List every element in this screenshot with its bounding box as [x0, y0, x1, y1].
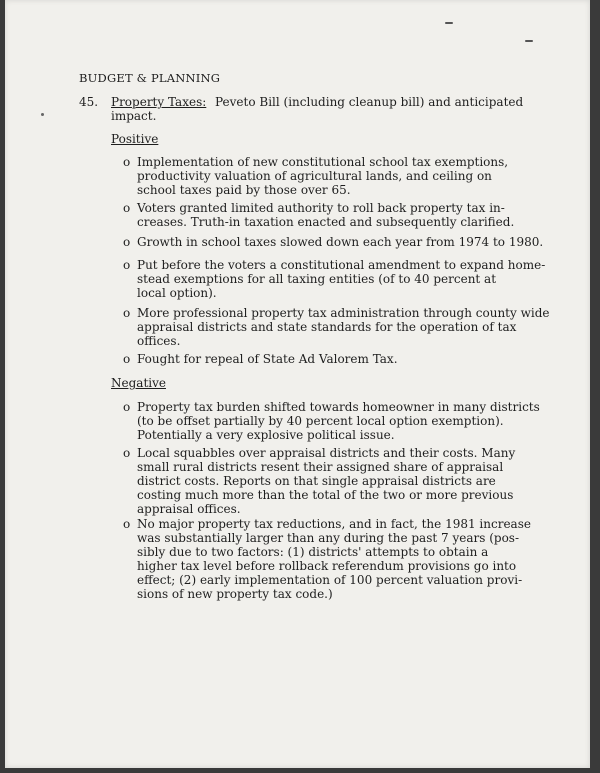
text-line: higher tax level before rollback referendum provisions go into: [137, 559, 517, 573]
item-description: Peveto Bill (including cleanup bill) and anticipated: [215, 95, 524, 109]
text-line: sions of new property tax code.): [137, 587, 333, 601]
document-body: [5, 0, 590, 768]
item-description-continued: impact.: [111, 109, 157, 123]
positive-item: [137, 235, 544, 249]
text-line: Potentially a very explosive political issue.: [137, 428, 395, 442]
text-line: was substantially larger than any during the past 7 years (pos-: [137, 531, 520, 545]
negative-item: [137, 446, 517, 516]
text-line: appraisal offices.: [137, 502, 241, 516]
positive-item: [137, 352, 517, 366]
text-line: No major property tax reductions, and in fact, the 1981 increase: [137, 517, 531, 531]
text-line: Local squabbles over appraisal districts and their costs. Many: [137, 446, 516, 460]
text-line: costing much more than the total of the two or more previous: [137, 488, 514, 502]
positive-item: [137, 201, 517, 229]
document-page: [5, 0, 590, 768]
negative-item: [137, 400, 540, 442]
text-line: Fought for repeal of State Ad Valorem Tax.: [137, 352, 398, 366]
item-title: Property Taxes:: [111, 95, 207, 109]
positive-item: [137, 306, 550, 348]
text-line: Growth in school taxes slowed down each year from 1974 to 1980.: [137, 235, 544, 249]
item-number: 45.: [79, 95, 99, 109]
text-line: local option).: [137, 286, 217, 300]
bullet-marker: o: [123, 155, 131, 169]
text-line: small rural districts resent their assigned share of appraisal: [137, 460, 504, 474]
bullet-marker: o: [123, 517, 131, 531]
bullet-marker: o: [123, 235, 131, 249]
bullet-marker: o: [123, 201, 131, 215]
text-line: school taxes paid by those over 65.: [137, 183, 351, 197]
text-line: sibly due to two factors: (1) districts' attempts to obtain a: [137, 545, 489, 559]
text-line: (to be offset partially by 40 percent local option exemption).: [137, 414, 504, 428]
text-line: productivity valuation of agricultural lands, and ceiling on: [137, 169, 492, 183]
positive-heading: Positive: [111, 132, 159, 146]
bullet-marker: o: [123, 400, 131, 414]
text-line: district costs. Reports on that single appraisal districts are: [137, 474, 496, 488]
text-line: creases. Truth-in taxation enacted and subsequently clarified.: [137, 215, 515, 229]
positive-item: [137, 155, 517, 197]
negative-heading: Negative: [111, 376, 166, 390]
bullet-marker: o: [123, 258, 131, 272]
text-line: appraisal districts and state standards for the operation of tax: [137, 320, 517, 334]
negative-item: [137, 517, 531, 601]
bullet-marker: o: [123, 352, 131, 366]
text-line: Voters granted limited authority to roll back property tax in-: [137, 201, 505, 215]
text-line: Implementation of new constitutional school tax exemptions,: [137, 155, 509, 169]
section-heading: BUDGET & PLANNING: [79, 71, 221, 85]
text-line: Put before the voters a constitutional amendment to expand home-: [137, 258, 546, 272]
text-line: More professional property tax administration through county wide: [137, 306, 550, 320]
text-line: effect; (2) early implementation of 100 percent valuation provi-: [137, 573, 523, 587]
text-line: Property tax burden shifted towards homeowner in many districts: [137, 400, 540, 414]
text-line: stead exemptions for all taxing entities (of to 40 percent at: [137, 272, 497, 286]
positive-item: [137, 258, 546, 300]
bullet-marker: o: [123, 306, 131, 320]
bullet-marker: o: [123, 446, 131, 460]
text-line: offices.: [137, 334, 181, 348]
